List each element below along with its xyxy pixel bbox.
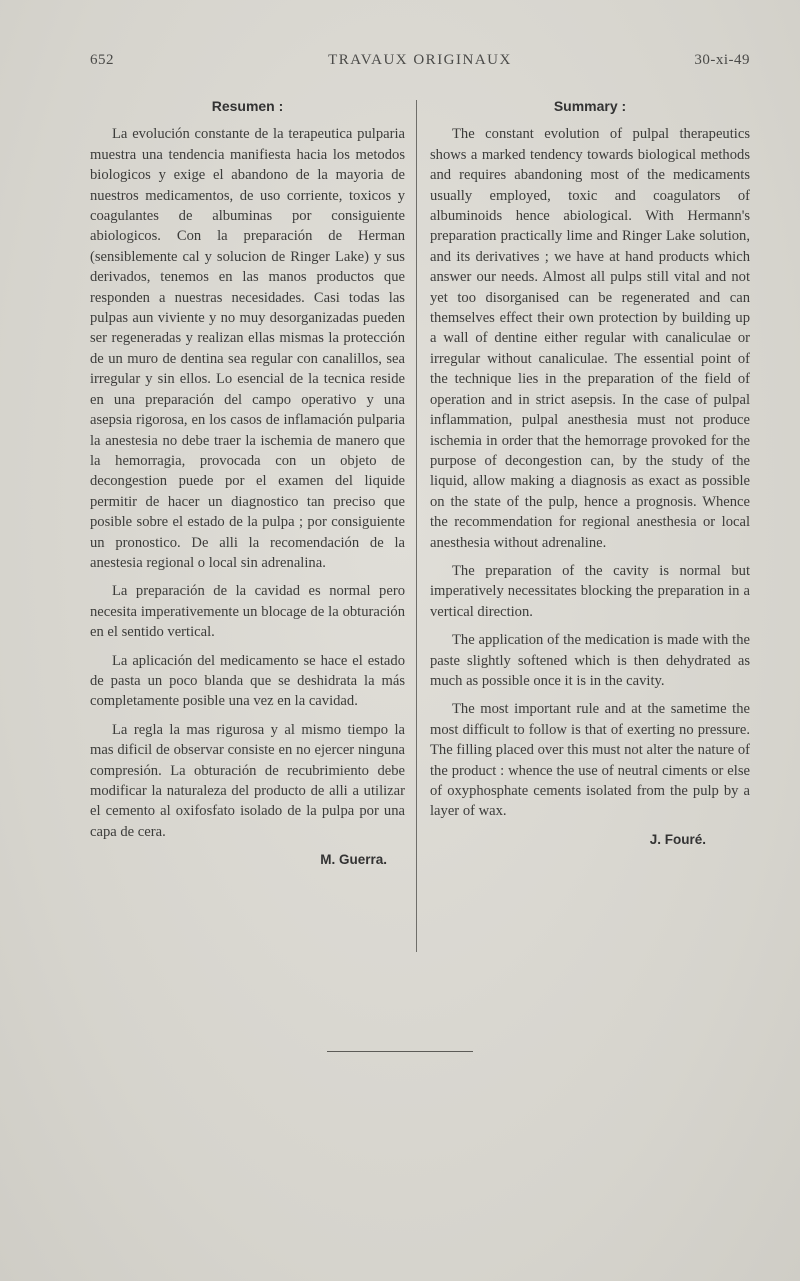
author-signature-guerra: M. Guerra.	[320, 852, 387, 868]
resumen-paragraph: La preparación de la cavidad es normal pero necesita imperativemente un blocage de la obturación en el sentido vertical.	[90, 583, 405, 641]
summary-paragraph: The preparation of the cavity is normal but imperatively necessitates blocking the preparation in a vertical direction.	[430, 562, 750, 620]
end-rule	[327, 1051, 473, 1052]
author-signature-foure: J. Fouré.	[649, 831, 706, 847]
summary-paragraph: The application of the medication is made with the paste slightly softened which is then dehydrated as much as possible once it is in the cavity.	[430, 632, 750, 689]
summary-paragraph: The most important rule and at the sametime the most difficult to follow is that of exerting no pressure. The filling placed over this must not alter the nature of the product : whence the use of neutral ciments or else of oxyphosphate cements isolated from the pulp by a layer of wax.	[430, 701, 750, 820]
resumen-heading: Resumen :	[211, 98, 284, 114]
page-number: 652	[90, 52, 114, 68]
spanish-summary-column	[90, 96, 405, 871]
summary-paragraph: The constant evolution of pulpal therapeutics shows a marked tendency towards biological methods and requires abandoning most of the medicaments usually employed, toxic and coagulators of albuminoids hence abiological. With Hermann's preparation practically lime and Ringer Lake solution, and its derivatives ; we have at hand products which answer our needs. Almost all pulps still vital and not yet too disorganised can be regenerated and can themselves effect their own protection by building up a wall of dentine either regular with canaliculae or irregular without canaliculae. The essential point of the technique lies in the preparation of the field of operation and in strict asepsis. In the case of pulpal inflammation, pulpal anesthesia must not produce ischemia in order that the hemorrage provoked for the purpose of decongestion can, by the study of the liquid, allow making a diagnosis as exact as possible on the state of the pulp, hence a prognosis. Whence the recommendation for regional anesthesia or local anesthesia without adrenaline.	[430, 126, 750, 551]
summary-heading: Summary :	[553, 98, 627, 114]
english-summary-column	[430, 96, 750, 850]
resumen-paragraph: La regla la mas rigurosa y al mismo tiempo la mas dificil de observar consiste en no ejercer ninguna compresión. La obturación de recubrimiento debe modificar la naturaleza del producto de alli a utilizar el cemento al oxifosfato isolado de la pulpa por una capa de cera.	[90, 721, 405, 840]
running-header	[90, 52, 750, 74]
resumen-paragraph: La aplicación del medicamento se hace el estado de pasta un poco blanda que se deshidrata la más completamente posible una vez en la cavidad.	[90, 652, 405, 710]
running-title: TRAVAUX ORIGINAUX	[328, 52, 512, 68]
issue-date: 30-xi-49	[694, 52, 750, 68]
resumen-paragraph: La evolución constante de la terapeutica pulparia muestra una tendencia manifiesta hacia los metodos biologicos y exige el abandono de la mayoria de nuestros medicamentos, de uso corriente, toxicos y coagulantes de albuminas por consiguiente abiologicos. Con la preparación de Herman (sensiblemente cal y solucion de Ringer Lake) y sus derivados, tenemos en las manos productos que responden a nuestras necesidades. Casi todas las pulpas aun viviente y no muy desorganizadas pueden ser regeneradas y realizan ellas mismas la protección de un muro de dentina sea regular con canalillos, sea irregular y sin ellos. Lo esencial de la tecnica reside en una preparación del campo operativo y una asepsia rigorosa, en los casos de inflamación pulparia la anestesia no debe traer la ischemia de manero que la hemorragia, provocada con un objeto de decongestion puede por el examen del liquide permitir de hacer un diagnostico tan preciso que posible sobre el estado de la pulpa ; por consiguiente un pronostico. De alli la recomendación de la anestesia regional o local sin adrenalina.	[90, 126, 405, 571]
column-divider	[416, 100, 417, 952]
